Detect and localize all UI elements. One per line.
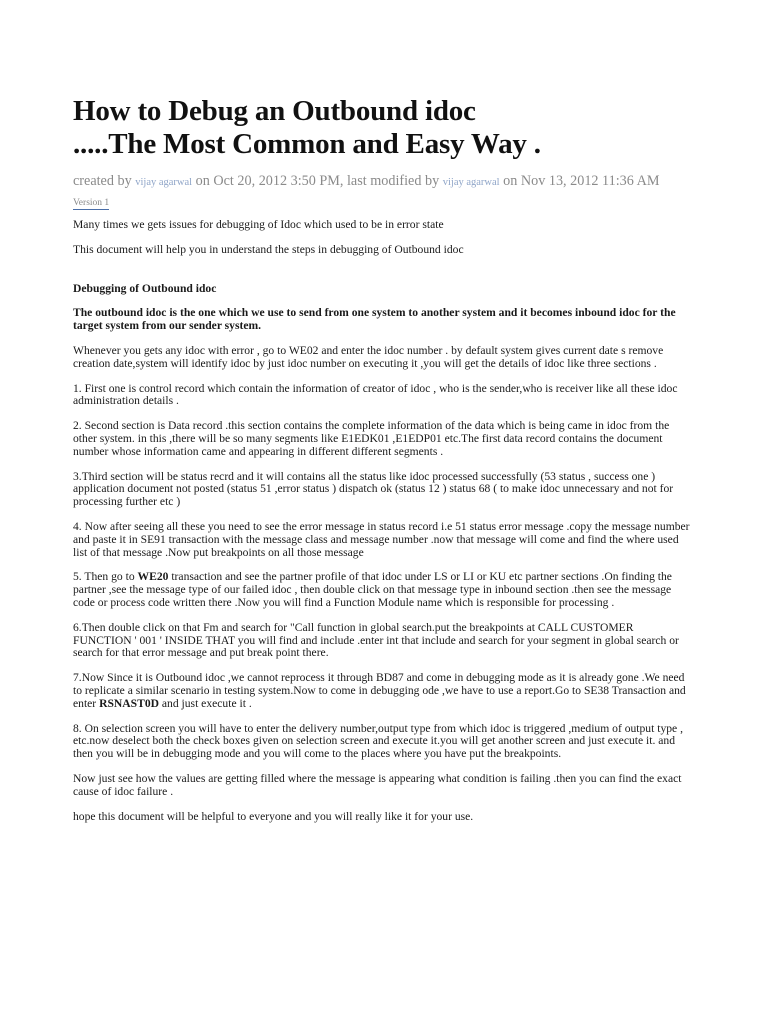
paragraph-intro-2: This document will help you in understand the steps in debugging of Outbound idoc <box>73 242 464 256</box>
modifier-link[interactable]: vijay agarwal <box>442 177 500 188</box>
step-7-text-a: 7.Now Since it is Outbound idoc ,we cannot reprocess it through BD87 and come in debugging mode as it is already gone .We need to replicate a similar scenario in testing system.Now to come in debugging ode ,we have to use a report.Go to SE38 Transaction and enter <box>73 671 686 710</box>
created-by-label: created by <box>73 173 132 189</box>
paragraph-closing: hope this document will be helpful to everyone and you will really like it for your use. <box>73 809 474 823</box>
paragraph-step-5 <box>73 571 693 609</box>
step-5-transaction: WE20 <box>137 570 169 584</box>
paragraph-step-7 <box>73 672 693 710</box>
paragraph-bold-definition: The outbound idoc is the one which we use to send from one system to another system and it becomes inbound idoc for the target system from our sender system. <box>73 306 676 333</box>
step-5-text-a: 5. Then go to <box>73 570 138 584</box>
paragraph-step-3: 3.Third section will be status recrd and it will contains all the status like idoc processed successfully (53 status , success one ) application document not posted (status 51 ,error status ) dispatch ok (status 12 ) status 68 ( to make idoc unnecessary and not for processing further etc ) <box>73 469 674 509</box>
modified-date: on Nov 13, 2012 11:36 AM <box>503 173 660 189</box>
paragraph-step-6: 6.Then double click on that Fm and search for "Call function in global search.put the breakpoints at CALL CUSTOMER FUNCTION ' 001 ' INSIDE THAT you will find and include .enter int that include and search for your segment in global search or search for that error message and put break point there. <box>73 620 679 660</box>
document-meta <box>73 172 693 192</box>
document-title <box>73 95 693 161</box>
paragraph-conclusion: Now just see how the values are getting filled where the message is appearing what condition is failing .then you can find the exact cause of idoc failure . <box>73 771 682 798</box>
title-line-1: How to Debug an Outbound idoc <box>73 95 476 127</box>
step-7-report: RSNAST0D <box>99 696 159 710</box>
document-page <box>73 95 693 823</box>
paragraph-whenever: Whenever you gets any idoc with error , go to WE02 and enter the idoc number . by default system gives current date s remove creation date,system will identify idoc by just idoc number on executing it ,you will get the details of idoc like three sections . <box>73 343 664 370</box>
paragraph-step-1: 1. First one is control record which contain the information of creator of idoc , who is the sender,who is receiver like all these idoc administration details . <box>73 381 678 408</box>
paragraph-step-2: 2. Second section is Data record .this section contains the complete information of the data which is being came in idoc from the other system. in this ,there will be so many segments like E1EDK01 ,E1EDP01 etc.The first data record contains the document number whose information came and appearing in different different segments . <box>73 419 670 458</box>
step-7-text-b: and just execute it . <box>159 696 252 710</box>
paragraph-intro-1: Many times we gets issues for debugging of Idoc which used to be in error state <box>73 218 444 231</box>
paragraph-step-8: 8. On selection screen you will have to enter the delivery number,output type from which idoc is triggered ,medium of output type , etc.now deselect both the check boxes given on selection screen and execute it.you will get another screen and just execute it. and then you will be in debugging mode and you will come to the places where you have put the breakpoints. <box>73 721 683 761</box>
author-link[interactable]: vijay agarwal <box>135 177 193 188</box>
step-5-text-b: transaction and see the partner profile of that idoc under LS or LI or KU etc partner sections .On finding the partner ,see the message type of our failed idoc , then double click on that message type in inbound section .then see the message code or process code written there .Now you will find a Function Module name which is responsible for processing . <box>73 570 672 609</box>
title-line-2: .....The Most Common and Easy Way . <box>73 128 541 160</box>
created-date: on Oct 20, 2012 3:50 PM, last modified by <box>195 173 440 189</box>
section-heading: Debugging of Outbound idoc <box>73 281 217 295</box>
paragraph-step-4: 4. Now after seeing all these you need to see the error message in status record i.e 51 status error message .copy the message number and paste it in SE91 transaction with the message class and message number .now that message will come and find the where used list of that message .Now put breakpoints on all those message <box>73 519 690 559</box>
version-label[interactable]: Version 1 <box>73 198 110 208</box>
